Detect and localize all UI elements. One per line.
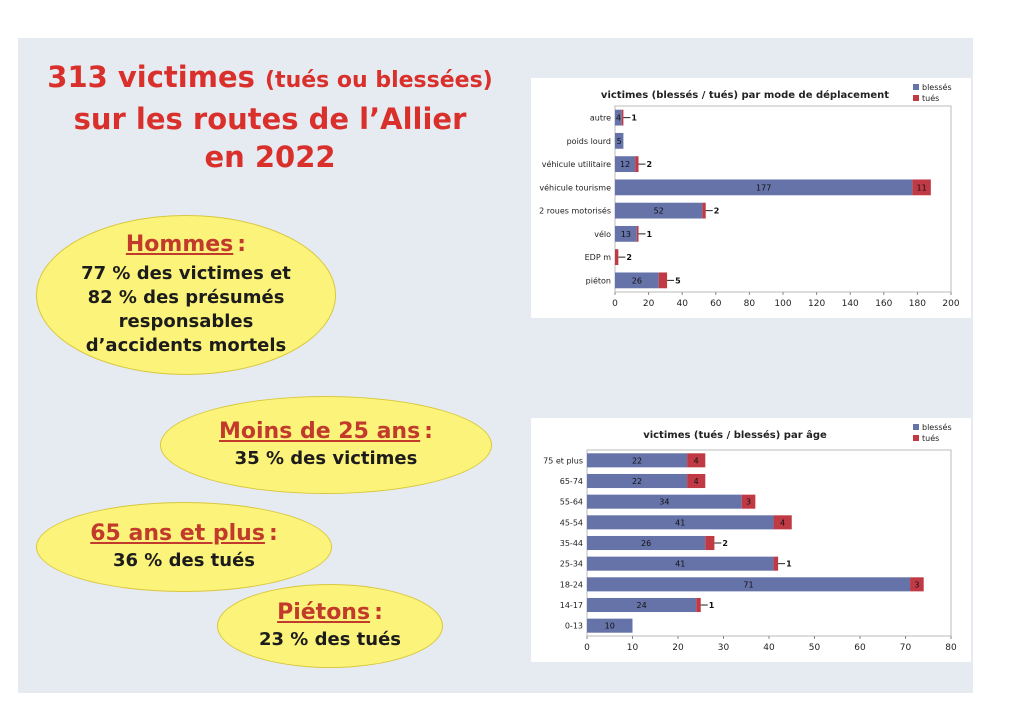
x-tick-label: 30 (717, 643, 730, 653)
category-label: 14-17 (559, 601, 583, 610)
x-tick-label: 120 (808, 299, 826, 309)
hommes-line: 77 % des victimes et (81, 263, 291, 284)
hommes-line: responsables (118, 311, 254, 332)
hommes-line: d’accidents mortels (85, 335, 287, 356)
moins25-colon: : (424, 419, 433, 444)
category-label: 0-13 (564, 621, 583, 631)
data-label-tues: 2 (626, 253, 632, 263)
x-tick-label: 40 (763, 643, 775, 653)
bar-tues (635, 156, 638, 172)
data-label-blesses: 10 (604, 621, 615, 631)
x-tick-label: 180 (908, 299, 926, 309)
x-tick-label: 160 (875, 299, 893, 309)
bar-tues (702, 203, 705, 219)
legend-label: blessés (922, 423, 952, 432)
bar-tues (659, 272, 667, 288)
x-tick-label: 20 (642, 299, 655, 309)
x-tick-label: 0 (584, 643, 590, 653)
data-label-blesses: 52 (653, 206, 664, 216)
x-tick-label: 200 (942, 299, 960, 309)
category-label: véhicule tourisme (539, 183, 611, 193)
data-label-tues: 5 (675, 276, 681, 286)
legend-swatch (913, 424, 919, 430)
data-label-blesses: 34 (659, 497, 670, 507)
category-label: 55-64 (559, 497, 583, 507)
x-tick-label: 60 (854, 643, 866, 653)
moins25-line: 35 % des victimes (234, 448, 418, 469)
data-label-blesses: 24 (636, 601, 647, 610)
category-label: 25-34 (559, 559, 583, 569)
data-label-tues: 1 (646, 229, 653, 239)
bar-tues (637, 226, 639, 242)
pietons-heading: Piétons (277, 600, 371, 625)
data-label-blesses: 22 (631, 477, 643, 486)
chart-age-svg (531, 418, 971, 662)
data-label-tues: 4 (693, 477, 699, 486)
data-label-blesses: 26 (641, 539, 652, 548)
x-tick-label: 80 (945, 643, 957, 653)
legend-label: tués (922, 434, 940, 443)
category-label: 35-44 (559, 539, 583, 548)
x-tick-label: 70 (899, 643, 912, 653)
chart-mode-deplacement (531, 78, 971, 318)
plus65-colon: : (268, 521, 278, 546)
data-label-tues: 1 (786, 559, 792, 569)
data-label-tues: 4 (780, 518, 786, 528)
pietons-line: 23 % des tués (258, 629, 402, 650)
data-label-blesses: 13 (620, 229, 632, 239)
plus65-callout (36, 502, 332, 592)
data-label-blesses: 71 (743, 580, 754, 590)
x-tick-label: 80 (743, 299, 756, 309)
category-label: 18-24 (559, 580, 583, 590)
bar-tues (696, 598, 701, 612)
hommes-heading: Hommes (125, 232, 234, 257)
chart-title: victimes (blessés / tués) par mode de déplacement (600, 90, 890, 101)
title-line-2: sur les routes de l’Allier (73, 102, 467, 136)
data-label-blesses: 41 (675, 559, 686, 569)
data-label-tues: 3 (914, 580, 920, 590)
data-label-blesses: 12 (619, 160, 631, 170)
hommes-colon: : (237, 232, 247, 257)
x-tick-label: 20 (672, 643, 684, 653)
x-tick-label: 10 (626, 643, 639, 653)
plus65-line: 36 % des tués (112, 550, 256, 571)
data-label-blesses: 41 (675, 518, 686, 528)
pietons-callout (217, 584, 443, 668)
category-label: 2 roues motorisés (539, 206, 611, 216)
data-label-tues: 2 (722, 539, 728, 548)
data-label-tues: 1 (631, 113, 637, 123)
plus65-heading: 65 ans et plus (90, 521, 265, 546)
page-title (40, 58, 500, 176)
chart-mode-svg (531, 78, 971, 318)
category-label: piéton (585, 276, 611, 286)
chart-age (531, 418, 971, 662)
category-label: vélo (594, 229, 611, 239)
bar-tues (774, 557, 779, 571)
bar-tues (615, 249, 618, 265)
plot-frame (615, 106, 951, 292)
data-label-tues: 2 (646, 160, 653, 170)
category-label: 75 et plus (543, 456, 583, 466)
x-tick-label: 140 (841, 299, 859, 309)
data-label-tues: 4 (693, 456, 699, 466)
x-tick-label: 100 (774, 299, 792, 309)
data-label-blesses: 4 (615, 113, 621, 123)
data-label-tues: 1 (708, 601, 715, 610)
legend-swatch (913, 95, 919, 101)
x-tick-label: 0 (612, 299, 618, 309)
category-label: EDP m (584, 253, 611, 263)
data-label-blesses: 26 (631, 276, 642, 286)
legend-swatch (913, 435, 919, 441)
title-count: 313 victimes (47, 60, 255, 94)
data-label-blesses: 177 (756, 183, 772, 193)
title-subtitle: (tués ou blessées) (265, 68, 493, 93)
legend-swatch (913, 84, 919, 90)
data-label-tues: 11 (916, 183, 927, 193)
pietons-colon: : (374, 600, 383, 625)
x-tick-label: 40 (676, 299, 688, 309)
category-label: véhicule utilitaire (541, 160, 611, 170)
data-label-blesses: 22 (631, 456, 643, 466)
data-label-tues: 2 (713, 206, 720, 216)
title-line-3: en 2022 (204, 140, 336, 174)
category-label: 45-54 (559, 518, 583, 528)
hommes-callout (36, 215, 336, 375)
x-tick-label: 60 (710, 299, 722, 309)
bar-tues (622, 110, 624, 126)
category-label: poids lourd (566, 136, 611, 146)
legend-label: blessés (922, 83, 952, 92)
moins25-heading: Moins de 25 ans (219, 419, 421, 444)
chart-title: victimes (tués / blessés) par âge (643, 430, 827, 441)
category-label: autre (589, 113, 611, 123)
x-tick-label: 50 (808, 643, 821, 653)
category-label: 65-74 (559, 477, 583, 486)
hommes-line: 82 % des présumés (87, 287, 285, 308)
data-label-tues: 3 (745, 497, 752, 507)
bar-tues (705, 536, 714, 550)
moins25-callout (160, 396, 492, 494)
data-label-blesses: 5 (616, 136, 622, 146)
legend-label: tués (922, 94, 940, 103)
